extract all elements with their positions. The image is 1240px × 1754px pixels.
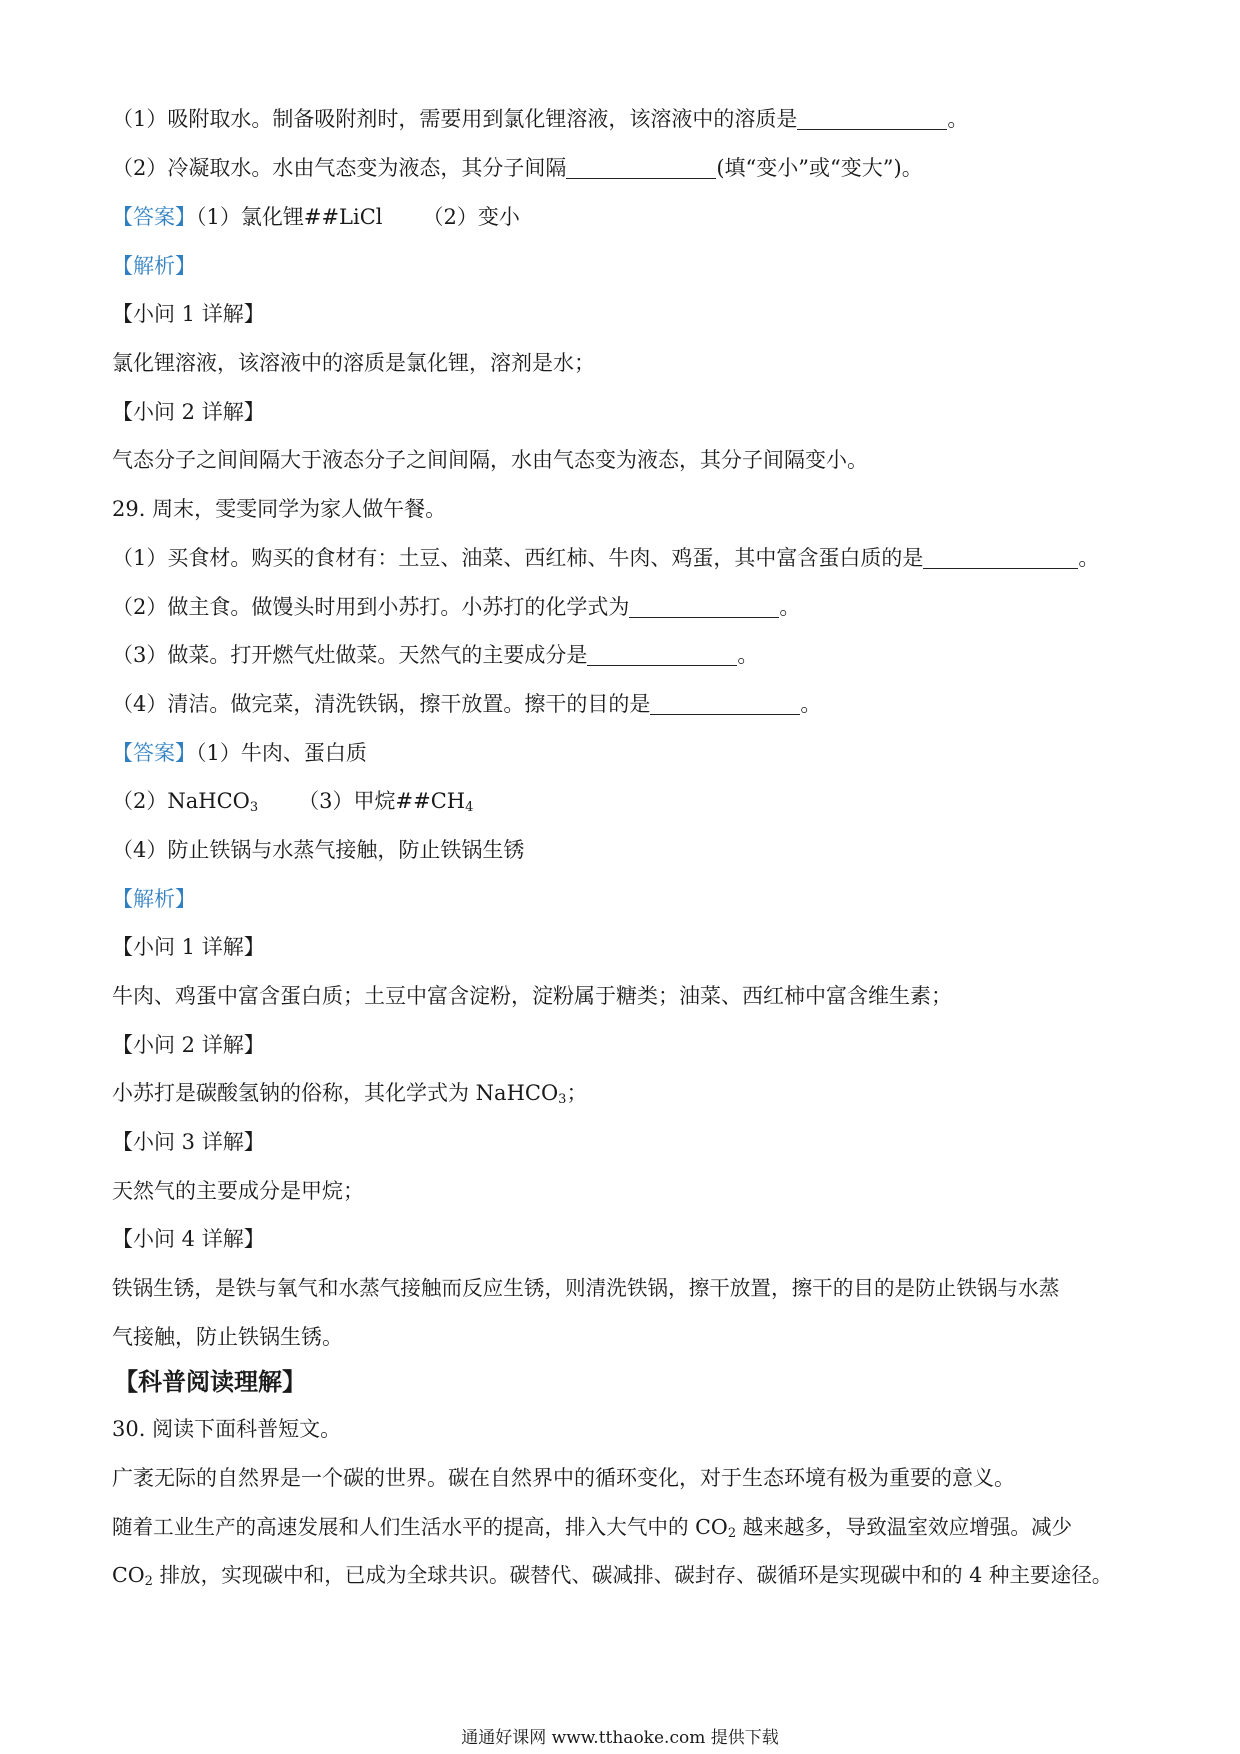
section-title: 【科普阅读理解】 xyxy=(114,1367,306,1396)
q30-para2-line2-b: 排放，实现碳中和，已成为全球共识。碳替代、碳减排、碳封存、碳循环是实现碳中和的 4 种主要途径。 xyxy=(152,1563,1113,1587)
q29-sub1 xyxy=(112,543,1099,573)
q30-para1: 广袤无际的自然界是一个碳的世界。碳在自然界中的循环变化，对于生态环境有极为重要的意义。 xyxy=(112,1466,1015,1490)
q29-sub2-suffix: 。 xyxy=(779,595,801,619)
q30-para2-line1-a: 随着工业生产的高速发展和人们生活水平的提高，排入大气中的 CO xyxy=(112,1515,728,1539)
q29-detail1-head: 【小问 1 详解】 xyxy=(112,935,265,959)
q28-detail1-text: 氯化锂溶液，该溶液中的溶质是氯化锂，溶剂是水； xyxy=(112,351,595,375)
q29-detail3-head: 【小问 3 详解】 xyxy=(112,1130,265,1154)
q29-answer-3-text: （3）甲烷##CH xyxy=(298,789,466,813)
q28-detail1-head: 【小问 1 详解】 xyxy=(112,302,265,326)
q29-answer xyxy=(112,738,367,768)
q30-para2-line2 xyxy=(112,1560,1112,1590)
q28-sub2-suffix: (填“变小”或“变大”)。 xyxy=(716,156,923,180)
q29-sub3 xyxy=(112,640,758,670)
q28-sub1-suffix: 。 xyxy=(947,107,969,131)
q30-para2-line2-a: CO xyxy=(112,1563,145,1587)
q29-sub3-prefix: （3）做菜。打开燃气灶做菜。天然气的主要成分是 xyxy=(112,643,588,667)
q28-answer-1: （1）氯化锂##LiCl xyxy=(196,205,383,229)
q29-sub2 xyxy=(112,592,800,622)
q29-detail4-line1: 铁锅生锈，是铁与氧气和水蒸气接触而反应生锈，则清洗铁锅，擦干放置，擦干的目的是防止铁锅与水蒸 xyxy=(112,1276,1060,1300)
q29-analysis-tag: 【解析】 xyxy=(112,887,196,911)
q29-sub1-suffix: 。 xyxy=(1078,546,1100,570)
q29-sub1-blank xyxy=(923,546,1078,569)
answer-tag: 【答案】 xyxy=(112,741,196,765)
q29-sub4-prefix: （4）清洁。做完菜，清洗铁锅，擦干放置。擦干的目的是 xyxy=(112,692,651,716)
q28-answer xyxy=(112,202,520,232)
q29-answer-3-sub: 4 xyxy=(465,800,474,815)
q28-sub1 xyxy=(112,104,968,134)
q29-sub2-prefix: （2）做主食。做馒头时用到小苏打。小苏打的化学式为 xyxy=(112,595,630,619)
q29-detail1-text: 牛肉、鸡蛋中富含蛋白质；土豆中富含淀粉，淀粉属于糖类；油菜、西红柿中富含维生素； xyxy=(112,984,952,1008)
q29-sub2-blank xyxy=(629,595,779,618)
q29-sub3-blank xyxy=(587,643,737,666)
answer-tag: 【答案】 xyxy=(112,205,196,229)
q29-answer-2-text: （2）NaHCO xyxy=(112,789,250,813)
q29-answer-2-sub: 3 xyxy=(249,800,259,815)
q28-analysis-tag: 【解析】 xyxy=(112,254,196,278)
q28-answer-2: （2）变小 xyxy=(422,205,520,229)
q29-answer-2 xyxy=(112,789,258,813)
q29-detail2-text-main: 小苏打是碳酸氢钠的俗称，其化学式为 NaHCO xyxy=(112,1081,559,1105)
q30-para2-line2-sub: 2 xyxy=(144,1574,153,1589)
q28-sub2-prefix: （2）冷凝取水。水由气态变为液态，其分子间隔 xyxy=(112,156,567,180)
q30-para2-line1-b: 越来越多，导致温室效应增强。减少 xyxy=(736,1515,1073,1539)
q29-detail2-head: 【小问 2 详解】 xyxy=(112,1033,265,1057)
q30-para2-line1-sub: 2 xyxy=(727,1526,737,1541)
q29-detail2-sub: 3 xyxy=(558,1092,567,1107)
page-footer: 通通好课网 www.tthaoke.com 提供下载 xyxy=(461,1728,779,1748)
q28-sub1-blank xyxy=(797,107,947,130)
q29-detail3-text: 天然气的主要成分是甲烷； xyxy=(112,1179,364,1203)
q29-answer-4: （4）防止铁锅与水蒸气接触，防止铁锅生锈 xyxy=(112,838,525,862)
q29-sub3-suffix: 。 xyxy=(737,643,759,667)
q29-detail2-text xyxy=(112,1078,587,1108)
q28-sub2-blank xyxy=(566,156,716,179)
q29-answer-3 xyxy=(298,789,473,813)
q29-answer-1: （1）牛肉、蛋白质 xyxy=(196,741,367,765)
q29-sub4-blank xyxy=(650,692,800,715)
q29-sub4-suffix: 。 xyxy=(800,692,822,716)
q30-para2-line1 xyxy=(112,1512,1072,1542)
q29-sub4 xyxy=(112,689,821,719)
q29-answer-row2 xyxy=(112,786,473,816)
q29-stem: 29. 周末，雯雯同学为家人做午餐。 xyxy=(112,497,447,521)
q29-detail2-end: ； xyxy=(566,1081,588,1105)
q29-sub1-prefix: （1）买食材。购买的食材有：土豆、油菜、西红柿、牛肉、鸡蛋，其中富含蛋白质的是 xyxy=(112,546,924,570)
q28-detail2-text: 气态分子之间间隔大于液态分子之间间隔，水由气态变为液态，其分子间隔变小。 xyxy=(112,448,868,472)
q28-sub2 xyxy=(112,153,923,183)
q29-detail4-line2: 气接触，防止铁锅生锈。 xyxy=(112,1325,343,1349)
q28-detail2-head: 【小问 2 详解】 xyxy=(112,400,265,424)
q30-stem: 30. 阅读下面科普短文。 xyxy=(112,1417,342,1441)
q28-sub1-prefix: （1）吸附取水。制备吸附剂时，需要用到氯化锂溶液，该溶液中的溶质是 xyxy=(112,107,798,131)
q29-detail4-head: 【小问 4 详解】 xyxy=(112,1227,265,1251)
